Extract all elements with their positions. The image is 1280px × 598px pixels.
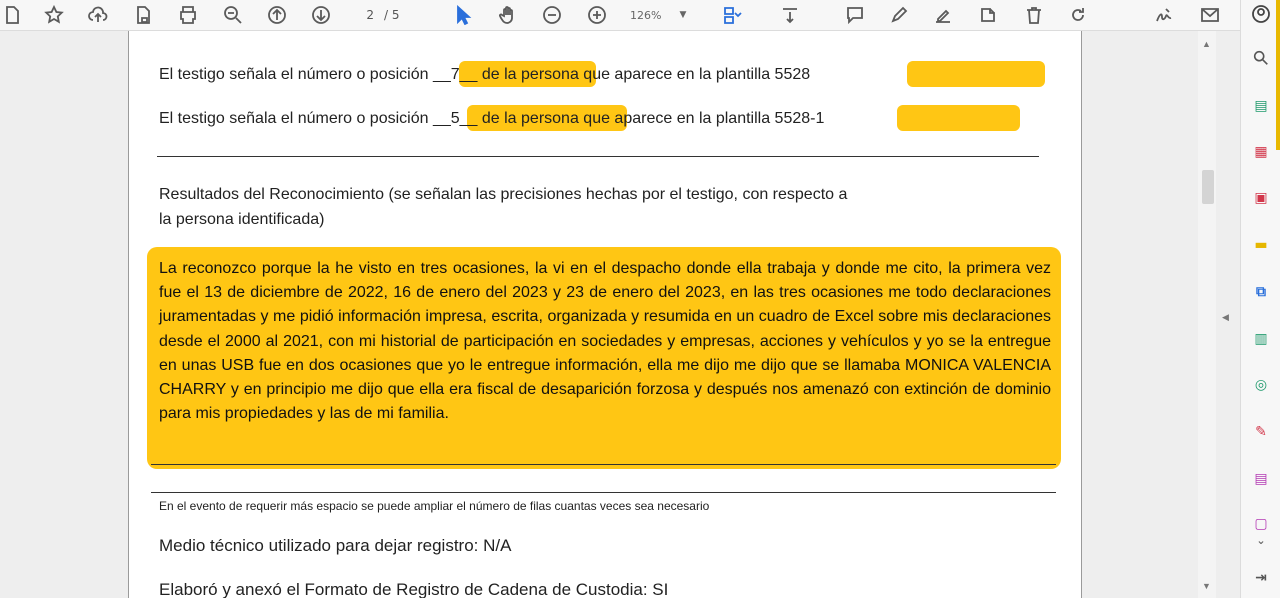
mail-icon[interactable] [1198, 3, 1222, 27]
page-current[interactable]: 2 [366, 8, 374, 22]
document-viewer[interactable] [0, 31, 1240, 598]
scroll-down-icon[interactable]: ▼ [1202, 581, 1211, 591]
document-page [128, 31, 1082, 598]
scroll-mode-icon[interactable] [778, 3, 802, 27]
lock-file-icon[interactable] [131, 3, 155, 27]
edit-icon[interactable] [976, 3, 1000, 27]
compress-pdf-icon[interactable]: ▥ [1254, 331, 1268, 347]
signature-icon[interactable] [1152, 3, 1176, 27]
comment-icon[interactable] [843, 3, 867, 27]
page-up-icon[interactable] [265, 3, 289, 27]
divider [151, 464, 1056, 465]
divider [151, 492, 1056, 493]
trash-icon[interactable] [1022, 3, 1046, 27]
sign-icon[interactable] [931, 3, 955, 27]
search-icon[interactable] [1249, 46, 1273, 70]
fill-sign-icon[interactable]: ✎ [1255, 424, 1267, 440]
create-pdf-icon[interactable]: ▣ [1254, 190, 1268, 206]
organize-pages-icon[interactable]: ▦ [1254, 144, 1268, 160]
line1-suffix: de la persona que aparece en la plantilla 5528 [477, 66, 811, 83]
cloud-upload-icon[interactable] [86, 3, 110, 27]
hand-icon[interactable] [496, 3, 520, 27]
expand-panel-icon[interactable]: ⇥ [1255, 570, 1267, 586]
plus-icon[interactable] [585, 3, 609, 27]
page-total: / 5 [384, 8, 400, 22]
edit-pdf-icon[interactable]: ▤ [1254, 471, 1268, 487]
highlight-mark [897, 105, 1020, 131]
witness-line-2 [159, 110, 824, 128]
formato-registro: Elaboró y anexó el Formato de Registro de Cadena de Custodia: SI [159, 580, 669, 598]
right-tools-sidebar [1240, 0, 1280, 598]
results-body: La reconozco porque la he visto en tres ocasiones, la vi en el despacho donde ella trabaja y donde me cito, la primera vez fue el 13 de diciembre de 2022, 16 de enero del 2023 y 23 de enero del 2023, en las tres ocasiones me todo declaraciones juramentadas y me pidió información impresa, escrita, organizada y resumida en un cuadro de Excel sobre mis declaraciones desde el 2000 al 2021, con mi historial de participación en sociedades y empresas, acciones y vehículos y yo se la entregue en unas USB fue en dos ocasiones que yo le entregue información, ella me dijo me dijo que se llamaba MONICA VALENCIA CHARRY y en principio me dijo que ella era fiscal de desaparición forzosa y después nos amenazó con extinción de dominio para mis propiedades y las de mi familia. [159, 260, 1051, 423]
zoom-out-icon[interactable] [221, 3, 245, 27]
export-pdf-icon[interactable]: ▤ [1254, 98, 1268, 114]
print-icon[interactable] [176, 3, 200, 27]
rotate-icon[interactable] [1066, 3, 1090, 27]
results-heading-line-1: Resultados del Reconocimiento (se señalan las precisiones hechas por el testigo, con respecto a [159, 186, 848, 203]
results-heading-line-2: la persona identificada) [159, 211, 325, 228]
file-icon[interactable] [0, 3, 24, 27]
line2-prefix: El testigo señala el número o posición [159, 110, 433, 127]
witness-line-1 [159, 66, 810, 84]
minus-icon[interactable] [540, 3, 564, 27]
line1-number: __7__ [432, 66, 478, 83]
highlight-mark [907, 61, 1045, 87]
page-fit-icon[interactable] [720, 3, 744, 27]
combine-files-icon[interactable]: ⧉ [1256, 284, 1266, 300]
page-number-field[interactable] [352, 5, 412, 25]
line2-number: __5__ [432, 110, 478, 127]
zoom-select[interactable] [630, 5, 696, 25]
more-tools-icon[interactable]: ▢ [1254, 516, 1268, 532]
page-down-icon[interactable] [309, 3, 333, 27]
chevron-down-icon: ▼ [679, 10, 687, 20]
select-cursor-icon[interactable] [450, 3, 474, 27]
line1-prefix: El testigo señala el número o posición [159, 66, 433, 83]
vertical-scrollbar[interactable] [1198, 31, 1216, 598]
star-icon[interactable] [42, 3, 66, 27]
protect-icon[interactable]: ◎ [1254, 377, 1268, 393]
medio-tecnico: Medio técnico utilizado para dejar registro: N/A [159, 536, 512, 555]
zoom-value: 126% [630, 8, 662, 22]
divider [157, 156, 1039, 157]
scroll-up-icon[interactable]: ▲ [1202, 39, 1211, 49]
chevron-down-icon[interactable]: ⌄ [1256, 533, 1266, 547]
account-icon[interactable] [1249, 2, 1273, 26]
pen-icon[interactable] [887, 3, 911, 27]
top-toolbar [0, 0, 1240, 31]
collapse-panel-icon[interactable]: ◀ [1222, 312, 1229, 322]
comment-tool-icon[interactable]: ▬ [1254, 237, 1268, 253]
note-text: En el evento de requerir más espacio se puede ampliar el número de filas cuantas veces sea necesario [159, 499, 710, 513]
scroll-thumb[interactable] [1202, 170, 1214, 204]
line2-suffix: de la persona que aparece en la plantilla 5528-1 [477, 110, 825, 127]
sidebar-accent-bar [1276, 0, 1280, 150]
